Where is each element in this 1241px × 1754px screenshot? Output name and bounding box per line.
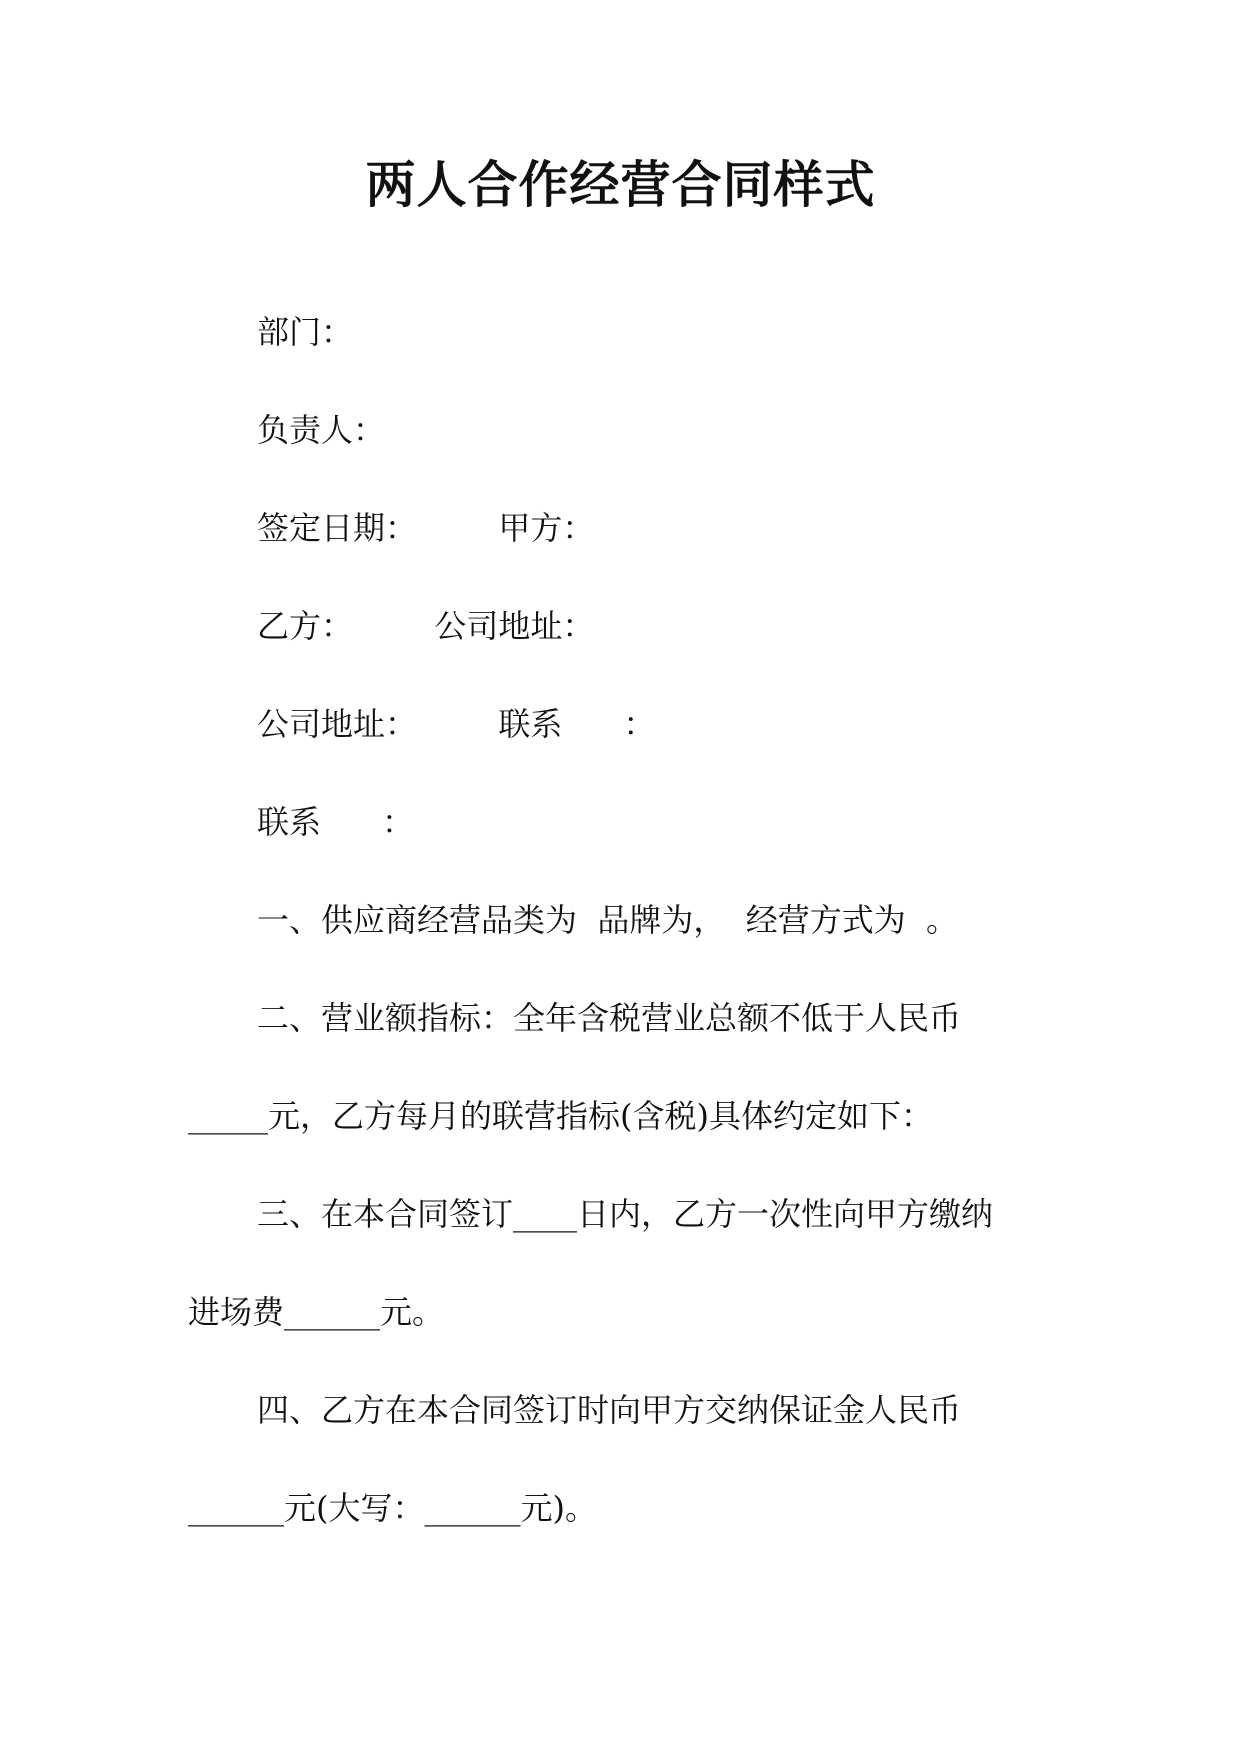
clause-4-line-1: 四、乙方在本合同签订时向甲方交纳保证金人民币 xyxy=(257,1391,962,1429)
field-address-contact: 公司地址： 联系 ： xyxy=(257,705,656,743)
field-sign-date-party-a: 签定日期： 甲方： xyxy=(257,509,595,547)
clause-4-line-2: ______元(大写：______元)。 xyxy=(188,1489,597,1527)
field-person-in-charge: 负责人： xyxy=(257,411,386,449)
field-contact: 联系 ： xyxy=(257,803,415,841)
document-title: 两人合作经营合同样式 xyxy=(365,156,876,214)
clause-3-line-1: 三、在本合同签订____日内，乙方一次性向甲方缴纳 xyxy=(257,1195,994,1233)
field-party-b-address: 乙方： 公司地址： xyxy=(257,607,595,645)
clause-2-line-1: 二、营业额指标：全年含税营业总额不低于人民币 xyxy=(257,999,962,1037)
clause-2-line-2: _____元，乙方每月的联营指标(含税)具体约定如下： xyxy=(188,1097,933,1135)
clause-1: 一、供应商经营品类为 品牌为， 经营方式为 。 xyxy=(257,901,959,939)
field-department: 部门： xyxy=(257,313,354,351)
clause-3-line-2: 进场费______元。 xyxy=(188,1293,445,1331)
